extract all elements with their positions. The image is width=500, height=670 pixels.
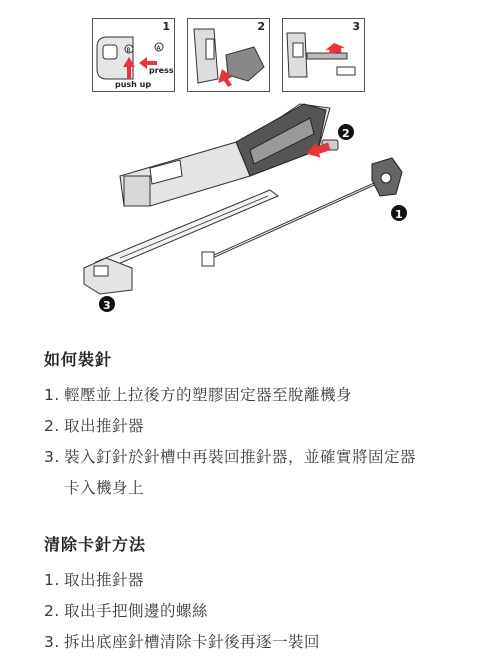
step-number: 2. (44, 417, 60, 435)
step-number: 1. (44, 571, 60, 589)
clear-jam-title: 清除卡針方法 (44, 535, 147, 554)
jam-step-3 (44, 627, 470, 658)
how-to-load-title: 如何裝針 (44, 350, 113, 369)
step-text: 輕壓並上拉後方的塑膠固定器至脫離機身 (64, 386, 353, 404)
label-b: B (126, 47, 131, 54)
step-text: 裝入釘針於針槽中再裝回推針器，並確實將固定器 (64, 448, 417, 466)
step-number: 3. (44, 633, 60, 651)
jam-step-1 (44, 565, 470, 596)
step-number: 1. (44, 386, 60, 404)
load-step-3 (44, 442, 470, 473)
label-push-up: push up (115, 80, 152, 89)
load-step-3-continued: 卡入機身上 (64, 479, 145, 497)
panel-number: 1 (162, 20, 170, 33)
stapler-illustration (0, 0, 500, 330)
load-step-1 (44, 380, 470, 411)
step-text: 取出推針器 (64, 571, 145, 589)
load-step-2 (44, 411, 470, 442)
label-a: A (156, 45, 161, 52)
how-to-load-section (44, 347, 470, 504)
callout-2-label: 2 (342, 127, 350, 140)
step-text: 取出手把側邊的螺絲 (64, 602, 209, 620)
step-number: 2. (44, 602, 60, 620)
label-press: press (149, 66, 174, 75)
panel-number: 2 (257, 20, 265, 33)
step-number: 3. (44, 448, 60, 466)
callout-1-label: 1 (395, 208, 403, 221)
jam-step-2 (44, 596, 470, 627)
step-text: 取出推針器 (64, 417, 145, 435)
clear-jam-section (44, 532, 470, 658)
callout-3-label: 3 (103, 299, 111, 312)
step-text: 拆出底座針槽清除卡針後再逐一裝回 (64, 633, 321, 651)
exploded-view (0, 0, 500, 330)
panel-number: 3 (352, 20, 360, 33)
